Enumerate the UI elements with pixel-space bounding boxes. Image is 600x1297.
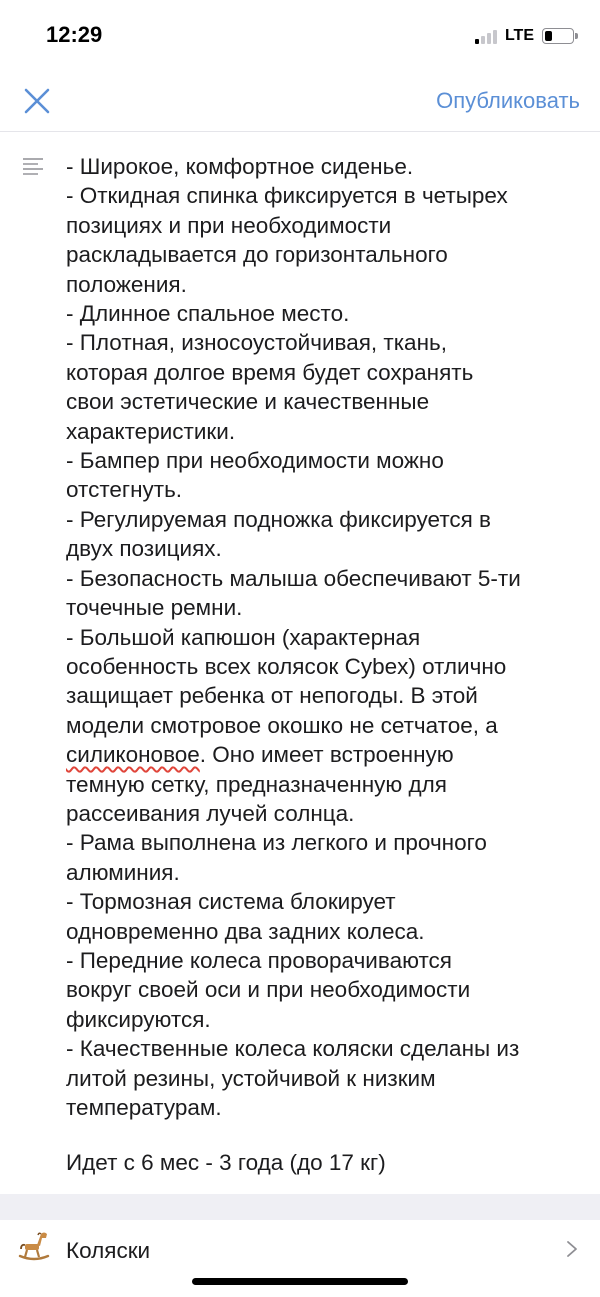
- close-icon: [22, 86, 52, 116]
- text-line: раскладывается до горизонтального: [66, 242, 448, 268]
- text-line: фиксируются.: [66, 1006, 211, 1032]
- text-line: рассеивания лучей солнца.: [66, 800, 355, 826]
- text-line: вокруг своей оси и при необходимости: [66, 977, 471, 1003]
- text-line: - Плотная, износоустойчивая, ткань,: [66, 330, 447, 356]
- text-line: которая долгое время будет сохранять: [66, 359, 474, 385]
- text-line: температурам.: [66, 1095, 222, 1120]
- home-indicator[interactable]: [192, 1278, 408, 1285]
- nav-bar: [0, 70, 600, 132]
- text-line: защищает ребенка от непогоды. В этой: [66, 683, 478, 709]
- publish-button[interactable]: Опубликовать: [436, 88, 580, 113]
- text-line: - Бампер при необходимости можно: [66, 448, 444, 474]
- text-line: характеристики.: [66, 418, 236, 444]
- text-line: - Большой капюшон (характерная: [66, 624, 421, 650]
- text-line: положения.: [66, 271, 187, 297]
- text-line: отстегнуть.: [66, 477, 183, 503]
- text-fragment: . Оно имеет встроенную: [199, 742, 454, 768]
- misspelled-word[interactable]: силиконовое: [66, 742, 200, 768]
- text-line: темную сетку, предназначенную для: [66, 771, 447, 797]
- status-time: 12:29: [46, 22, 103, 47]
- text-line: - Регулируемая подножка фиксируется в: [66, 506, 492, 532]
- paragraph-lines-icon[interactable]: [22, 157, 44, 177]
- text-line: особенность всех колясок Cybex) отлично: [66, 653, 507, 679]
- category-row[interactable]: [0, 1220, 600, 1297]
- text-line: точечные ремни.: [66, 595, 243, 621]
- network-type: LTE: [504, 27, 534, 44]
- text-line: позициях и при необходимости: [66, 212, 392, 238]
- text-line: - Тормозная система блокирует: [66, 889, 396, 915]
- category-label: Коляски: [66, 1238, 151, 1263]
- battery-level: [545, 31, 552, 41]
- text-line: одновременно два задних колеса.: [66, 918, 425, 944]
- text-line: - Качественные колеса коляски сделаны из: [66, 1036, 520, 1062]
- section-divider: [0, 1194, 600, 1220]
- chevron-right-icon: [566, 1240, 578, 1258]
- signal-icon: [475, 28, 497, 44]
- text-line: двух позициях.: [66, 536, 222, 562]
- close-button[interactable]: [22, 86, 52, 116]
- description-text[interactable]: [66, 152, 586, 1122]
- age-weight-note: Идет с 6 мес - 3 года (до 17 кг): [66, 1150, 386, 1175]
- text-line: - Передние колеса проворачиваются: [66, 947, 452, 973]
- text-line: - Безопасность малыша обеспечивают 5-ти: [66, 565, 521, 591]
- text-line: модели смотровое окошко не сетчатое, а: [66, 712, 498, 738]
- text-line: - Откидная спинка фиксируется в четырех: [66, 183, 508, 209]
- text-line: свои эстетические и качественные: [66, 389, 430, 415]
- text-line: литой резины, устойчивой к низким: [66, 1065, 436, 1091]
- battery-icon: [542, 28, 574, 44]
- status-bar: [0, 0, 600, 70]
- text-line: - Широкое, комфортное сиденье.: [66, 154, 414, 179]
- text-line: алюминия.: [66, 859, 180, 885]
- text-line: - Рама выполнена из легкого и прочного: [66, 830, 487, 856]
- text-line: - Длинное спальное место.: [66, 301, 350, 327]
- rocking-horse-icon: [16, 1226, 52, 1262]
- text-line-spellcheck: [66, 740, 586, 769]
- post-editor[interactable]: [0, 132, 600, 1194]
- status-indicators: [475, 26, 574, 46]
